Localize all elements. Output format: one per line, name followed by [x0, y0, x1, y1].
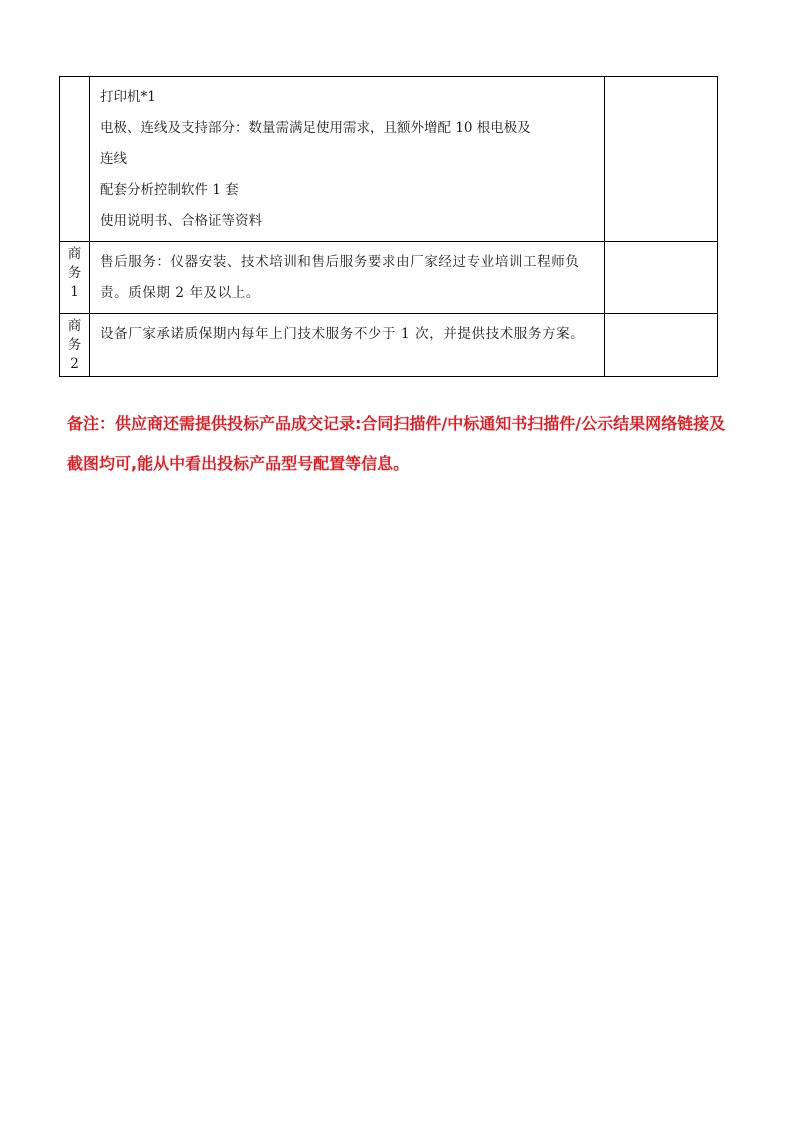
row-label-char: 商: [67, 246, 82, 262]
content-line: 配套分析控制软件 1 套: [100, 182, 239, 198]
content-line: 电极、连线及支持部分：数量需满足使用需求，且额外增配 10 根电极及: [100, 120, 531, 136]
content-paragraph: 售后服务：仪器安装、技术培训和售后服务要求由厂家经过专业培训工程师负责。质保期 2 年及以上。: [100, 254, 580, 301]
row-label-cell: [60, 242, 90, 314]
content-paragraph: 设备厂家承诺质保期内每年上门技术服务不少于 1 次，并提供技术服务方案。: [100, 326, 585, 342]
row-content-cell: [90, 77, 605, 242]
row-label-char: 商: [67, 318, 82, 334]
row-label-char: 务: [67, 337, 82, 353]
row-label-cell: [60, 314, 90, 377]
table-row: [60, 314, 718, 377]
row-label-char: 务: [67, 265, 82, 281]
table-row: [60, 242, 718, 314]
row-label-char: 1: [70, 284, 79, 300]
table-row: [60, 77, 718, 242]
spec-table: [59, 76, 718, 377]
content-line: 使用说明书、合格证等资料: [100, 213, 263, 229]
remark-note: 备注：供应商还需提供投标产品成交记录:合同扫描件/中标通知书扫描件/公示结果网络链接及截图均可,能从中看出投标产品型号配置等信息。: [67, 414, 726, 473]
content-line: 打印机*1: [100, 89, 156, 105]
row-extra-cell: [604, 77, 717, 242]
row-label-cell: [60, 77, 90, 242]
row-content-cell: [90, 242, 605, 314]
content-line: 连线: [100, 151, 128, 167]
row-extra-cell: [604, 242, 717, 314]
row-content-cell: [90, 314, 605, 377]
row-extra-cell: [604, 314, 717, 377]
row-label-char: 2: [70, 356, 79, 372]
